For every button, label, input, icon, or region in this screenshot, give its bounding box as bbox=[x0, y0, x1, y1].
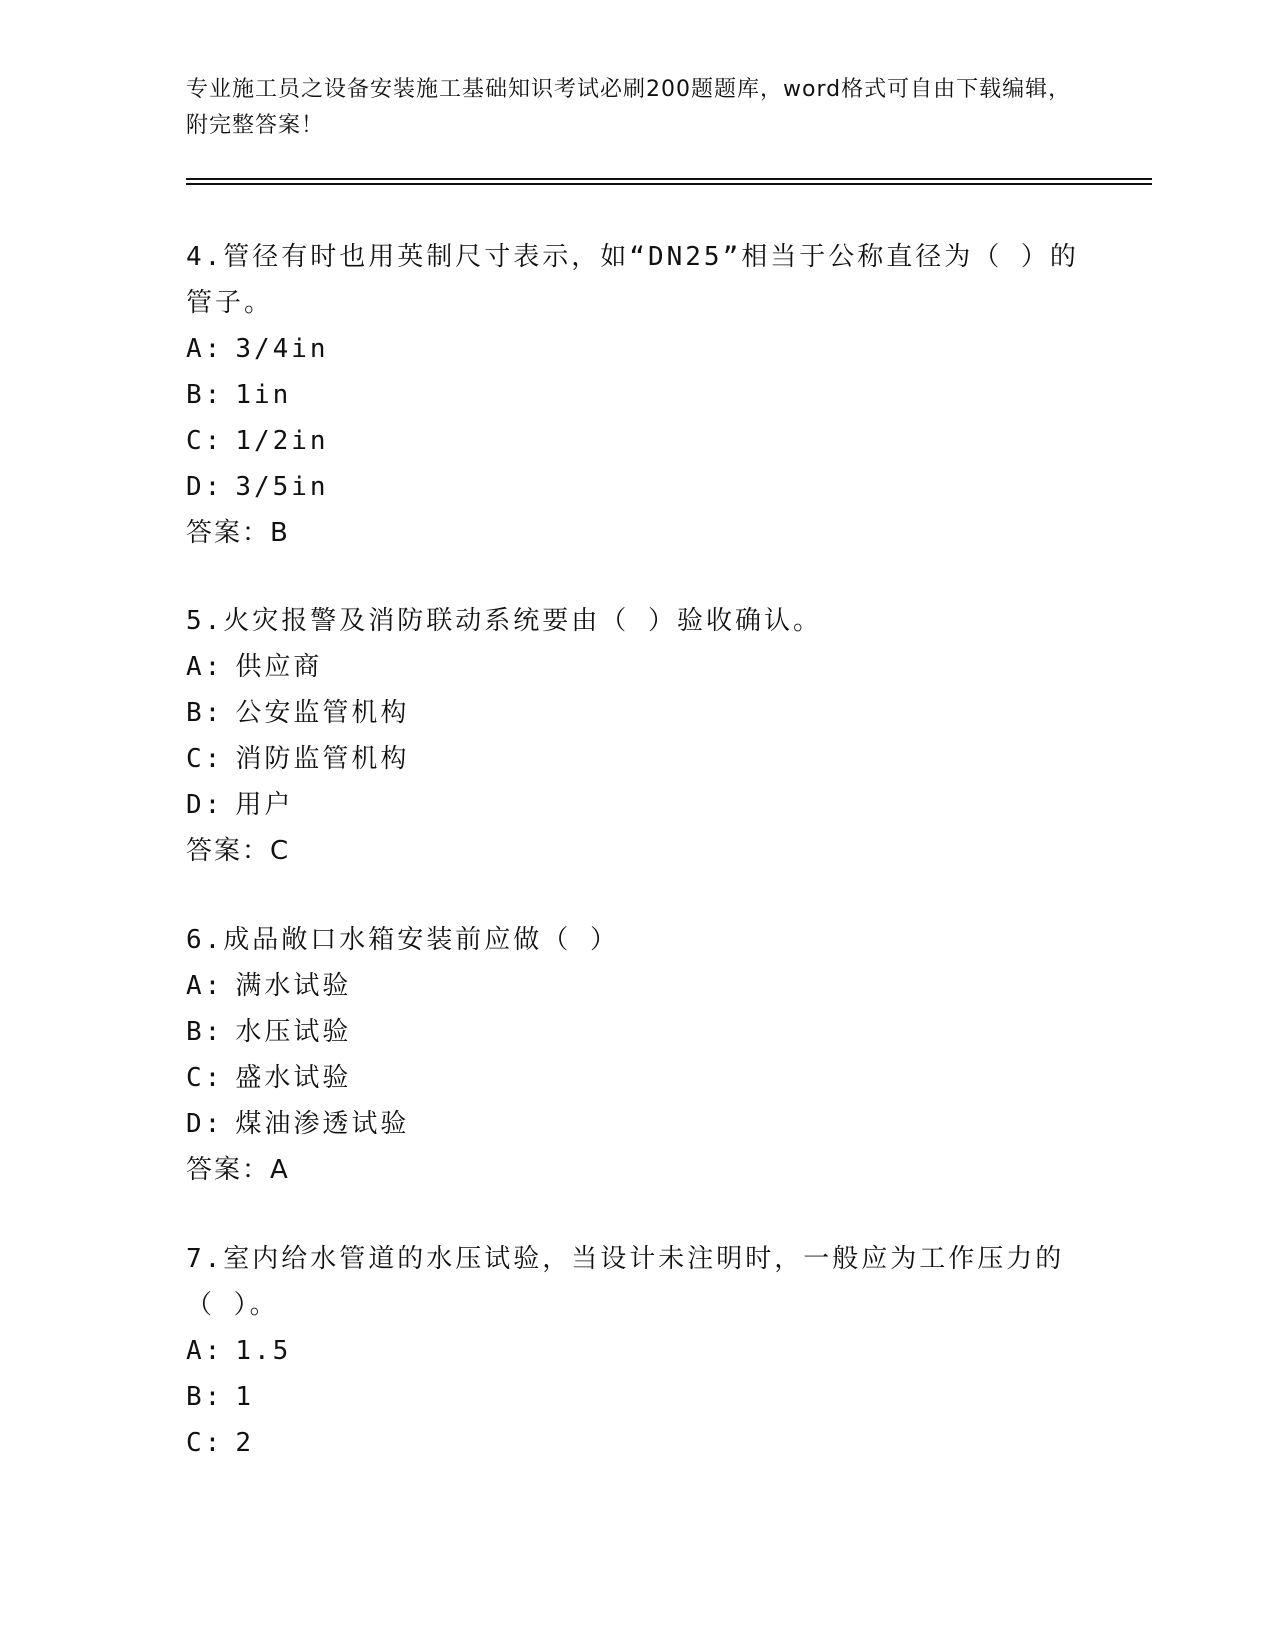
option-label: A: bbox=[186, 971, 224, 1001]
question-block bbox=[186, 598, 1086, 874]
answer-line: 答案：B bbox=[186, 518, 290, 548]
option-d bbox=[186, 782, 1086, 828]
option-text: 3/5in bbox=[235, 472, 329, 502]
option-label: A: bbox=[186, 1336, 224, 1366]
option-a bbox=[186, 963, 1086, 1009]
option-a bbox=[186, 1328, 1086, 1374]
option-b bbox=[186, 690, 1086, 736]
option-text: 1.5 bbox=[235, 1336, 292, 1366]
option-label: C: bbox=[186, 426, 224, 456]
option-label: A: bbox=[186, 334, 224, 364]
option-a bbox=[186, 326, 1086, 372]
option-label: D: bbox=[186, 472, 224, 502]
option-c bbox=[186, 1055, 1086, 1101]
option-label: C: bbox=[186, 744, 224, 774]
option-b bbox=[186, 372, 1086, 418]
option-label: B: bbox=[186, 1017, 224, 1047]
option-text: 3/4in bbox=[235, 334, 329, 364]
question-stem: 7.室内给水管道的水压试验，当设计未注明时，一般应为工作压力的（ ）。 bbox=[186, 1244, 1065, 1320]
option-text: 2 bbox=[235, 1428, 254, 1458]
option-d bbox=[186, 1101, 1086, 1147]
document-header: 专业施工员之设备安装施工基础知识考试必刷200题题库，word格式可自由下载编辑，附完整答案！ bbox=[186, 77, 1072, 138]
question-block bbox=[186, 917, 1086, 1193]
option-label: B: bbox=[186, 380, 224, 410]
answer-line: 答案：C bbox=[186, 836, 291, 866]
option-label: D: bbox=[186, 1109, 224, 1139]
option-c bbox=[186, 736, 1086, 782]
question-stem: 6.成品敞口水箱安装前应做（ ） bbox=[186, 925, 619, 955]
option-text: 煤油渗透试验 bbox=[235, 1109, 410, 1139]
option-text: 1in bbox=[235, 380, 292, 410]
answer-line: 答案：A bbox=[186, 1155, 290, 1185]
option-text: 供应商 bbox=[235, 652, 323, 682]
option-text: 1 bbox=[235, 1382, 254, 1412]
option-c bbox=[186, 1420, 1086, 1466]
question-stem: 4.管径有时也用英制尺寸表示，如“DN25”相当于公称直径为（ ）的管子。 bbox=[186, 242, 1079, 318]
option-b bbox=[186, 1009, 1086, 1055]
question-block bbox=[186, 234, 1086, 556]
option-label: B: bbox=[186, 698, 224, 728]
header-divider-top bbox=[186, 178, 1152, 180]
option-label: C: bbox=[186, 1428, 224, 1458]
question-stem: 5.火灾报警及消防联动系统要由（ ）验收确认。 bbox=[186, 606, 822, 636]
option-label: D: bbox=[186, 790, 224, 820]
option-b bbox=[186, 1374, 1086, 1420]
header-divider-bottom bbox=[186, 183, 1152, 185]
option-label: A: bbox=[186, 652, 224, 682]
option-text: 用户 bbox=[235, 790, 294, 820]
option-text: 盛水试验 bbox=[235, 1063, 352, 1093]
option-label: B: bbox=[186, 1382, 224, 1412]
option-text: 水压试验 bbox=[235, 1017, 352, 1047]
option-a bbox=[186, 644, 1086, 690]
option-d bbox=[186, 464, 1086, 510]
option-c bbox=[186, 418, 1086, 464]
option-text: 公安监管机构 bbox=[235, 698, 410, 728]
question-block bbox=[186, 1236, 1086, 1466]
option-text: 满水试验 bbox=[235, 971, 352, 1001]
option-label: C: bbox=[186, 1063, 224, 1093]
option-text: 1/2in bbox=[235, 426, 329, 456]
option-text: 消防监管机构 bbox=[235, 744, 410, 774]
